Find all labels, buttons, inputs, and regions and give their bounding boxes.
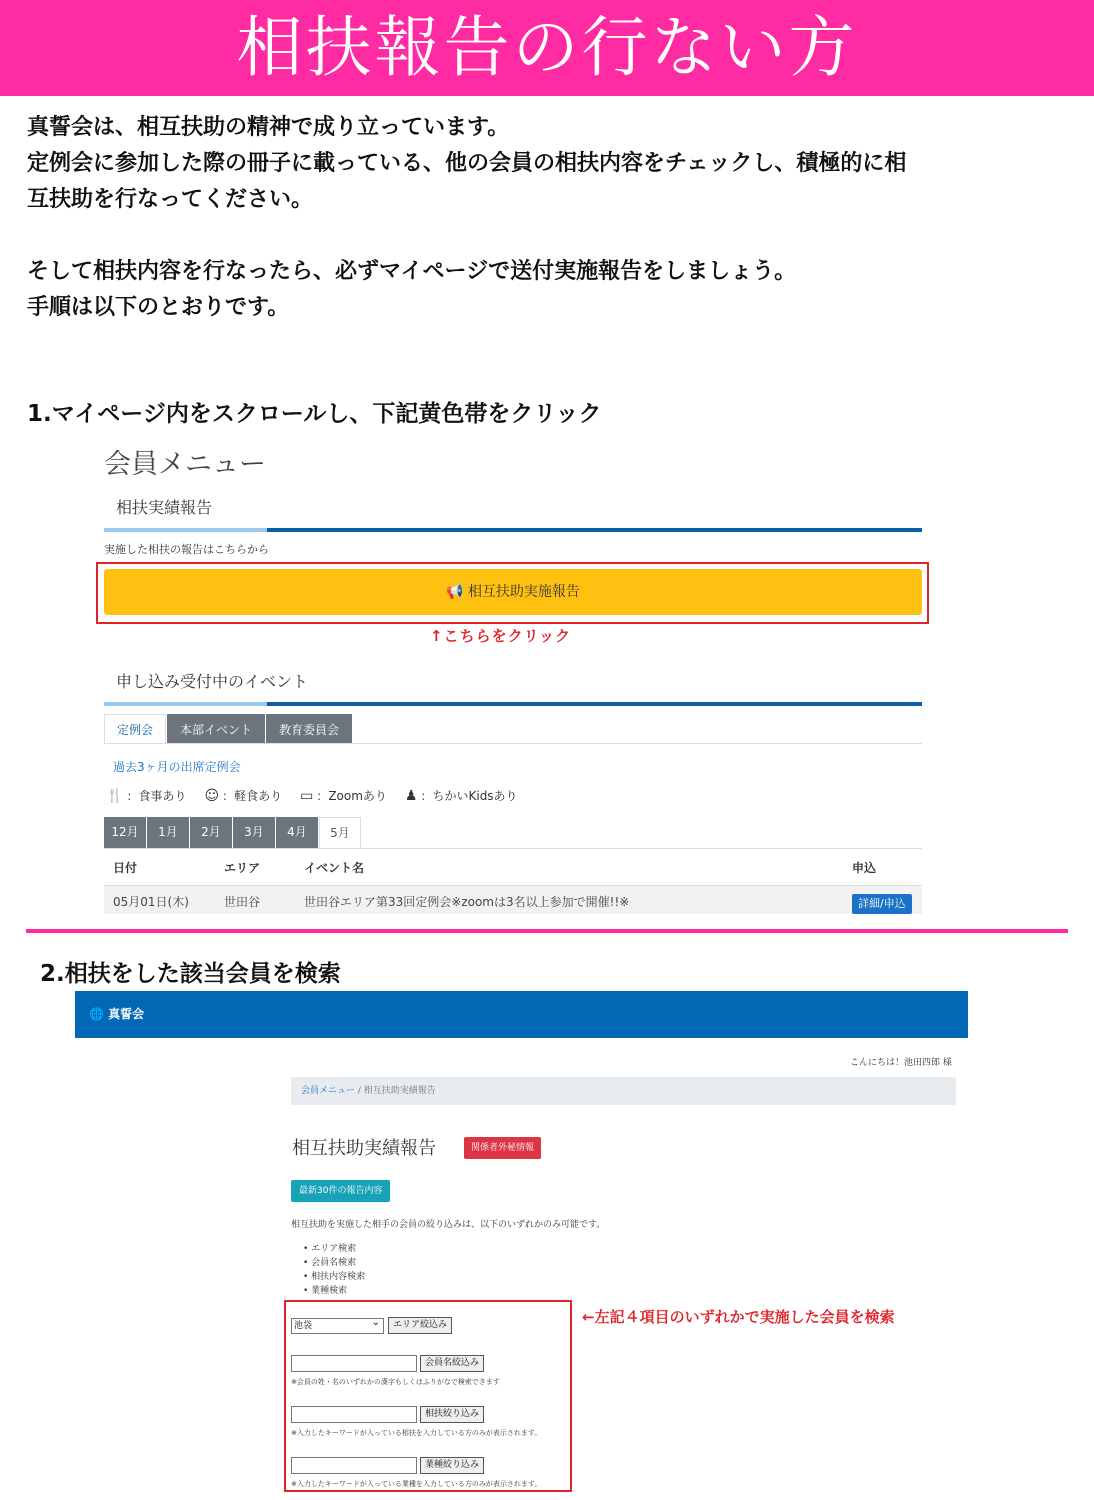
list-item: • 会員名検索 — [303, 1256, 365, 1270]
fork-knife-icon: 🍴 — [106, 788, 124, 804]
tab-month[interactable]: 3月 — [233, 817, 276, 848]
site-header — [75, 991, 968, 1038]
legend-label: ：ちかいKidsあり — [420, 789, 518, 803]
row-area: 世田谷 — [224, 895, 261, 909]
intro-line: 定例会に参加した際の冊子に載っている、他の会員の相扶内容をチェックし、積極的に相 — [27, 151, 907, 176]
breadcrumb-current: 相互扶助実績報告 — [363, 1086, 436, 1096]
section-divider — [104, 528, 922, 532]
child-icon: ♟ — [404, 788, 418, 804]
list-item: • エリア検索 — [303, 1242, 365, 1256]
cookie-icon: ☺ — [204, 788, 220, 804]
page-title: 相互扶助実績報告 — [292, 1138, 436, 1159]
tab-month[interactable]: 12月 — [104, 817, 147, 848]
area-filter-button[interactable]: エリア絞込み — [388, 1317, 452, 1334]
member-name-hint: ※会員の姓・名のいずれかの漢字もしくはふりがなで検索できます — [291, 1378, 500, 1386]
table-row — [104, 885, 922, 914]
intro-line: 手順は以下のとおりです。 — [27, 295, 290, 320]
step1-title: 1.マイページ内をスクロールし、下記黄色帯をクリック — [27, 401, 602, 427]
tab-hq-events[interactable]: 本部イベント — [167, 714, 265, 744]
filter-description: 相互扶助を実施した相手の会員の絞り込みは、以下のいずれかのみ可能です。 — [291, 1220, 606, 1230]
area-select[interactable]: 池袋 ⌄ — [291, 1318, 384, 1334]
col-apply: 申込 — [852, 861, 877, 875]
breadcrumb — [291, 1077, 956, 1105]
tab-regular-meeting[interactable]: 定例会 — [104, 714, 166, 744]
report-section-title: 相扶実績報告 — [116, 498, 213, 517]
org-name[interactable]: 真誓会 — [108, 1007, 145, 1021]
intro-line: 互扶助を行なってください。 — [27, 187, 314, 212]
industry-input[interactable] — [291, 1457, 417, 1474]
table-header — [104, 852, 922, 884]
detail-apply-button[interactable]: 詳細/申込 — [852, 894, 912, 914]
industry-filter-button[interactable]: 業種絞り込み — [420, 1457, 484, 1474]
report-hint: 実施した相扶の報告はこちらから — [104, 543, 269, 556]
breadcrumb-sep: / — [355, 1086, 364, 1096]
megaphone-icon: 📢 — [446, 584, 468, 600]
content-hint: ※入力したキーワードが入っている相扶を入力している方のみが表示されます。 — [291, 1429, 542, 1437]
month-tabs — [104, 817, 361, 848]
legend-label: ：食事あり — [126, 789, 187, 803]
tab-month[interactable]: 4月 — [276, 817, 319, 848]
industry-hint: ※入力したキーワードが入っている業種を入力している方のみが表示されます。 — [291, 1480, 542, 1488]
tab-education-committee[interactable]: 教育委員会 — [266, 714, 352, 744]
events-section-title: 申し込み受付中のイベント — [116, 672, 309, 691]
tab-month[interactable]: 2月 — [190, 817, 233, 848]
past-meetings-link[interactable]: 過去3ヶ月の出席定例会 — [113, 760, 241, 774]
mypage-screenshot — [96, 440, 932, 914]
globe-icon: 🌐 — [89, 1007, 109, 1021]
tab-month[interactable]: 1月 — [147, 817, 190, 848]
list-item: • 相扶内容検索 — [303, 1270, 365, 1284]
col-area: エリア — [224, 861, 261, 875]
search-note: ←左記４項目のいずれかで実施した会員を検索 — [582, 1308, 895, 1326]
content-input[interactable] — [291, 1406, 417, 1423]
mutual-aid-report-button[interactable] — [104, 569, 922, 615]
member-name-filter-button[interactable]: 会員名絞込み — [420, 1355, 484, 1372]
tab-month[interactable]: 5月 — [319, 817, 361, 848]
member-menu-title: 会員メニュー — [104, 449, 266, 480]
page-banner: 相扶報告の行ない方 — [0, 0, 1094, 96]
section-divider — [26, 929, 1068, 933]
col-date: 日付 — [113, 861, 138, 875]
video-icon: ▭ — [300, 788, 314, 804]
row-date: 05月01日(木) — [113, 895, 189, 909]
section-divider — [104, 702, 922, 706]
intro-line: 真誓会は、相互扶助の精神で成り立っています。 — [27, 115, 510, 140]
click-note: ↑こちらをクリック — [430, 627, 571, 645]
col-event: イベント名 — [304, 861, 365, 875]
list-item: • 業種検索 — [303, 1284, 365, 1298]
event-tabs — [104, 714, 353, 744]
intro-text — [27, 110, 1067, 326]
step2-title: 2.相扶をした該当会員を検索 — [40, 961, 341, 987]
icon-legend — [106, 787, 518, 804]
legend-label: ：Zoomあり — [316, 789, 387, 803]
report-button-label: 相互扶助実施報告 — [467, 584, 580, 600]
user-greeting: こんにちは！池田四郎 様 — [850, 1058, 952, 1068]
member-name-input[interactable] — [291, 1355, 417, 1372]
legend-label: ：軽食あり — [222, 789, 283, 803]
row-event: 世田谷エリア第33回定例会※zoomは3名以上参加で開催!!※ — [304, 895, 630, 909]
intro-line: そして相扶内容を行なったら、必ずマイページで送付実施報告をしましょう。 — [27, 259, 797, 284]
confidential-badge: 関係者外秘情報 — [464, 1137, 541, 1159]
latest-reports-button[interactable]: 最新30件の報告内容 — [291, 1180, 390, 1202]
content-filter-button[interactable]: 相扶絞り込み — [420, 1406, 484, 1423]
filter-options-list — [303, 1242, 365, 1298]
breadcrumb-link[interactable]: 会員メニュー — [301, 1086, 356, 1096]
